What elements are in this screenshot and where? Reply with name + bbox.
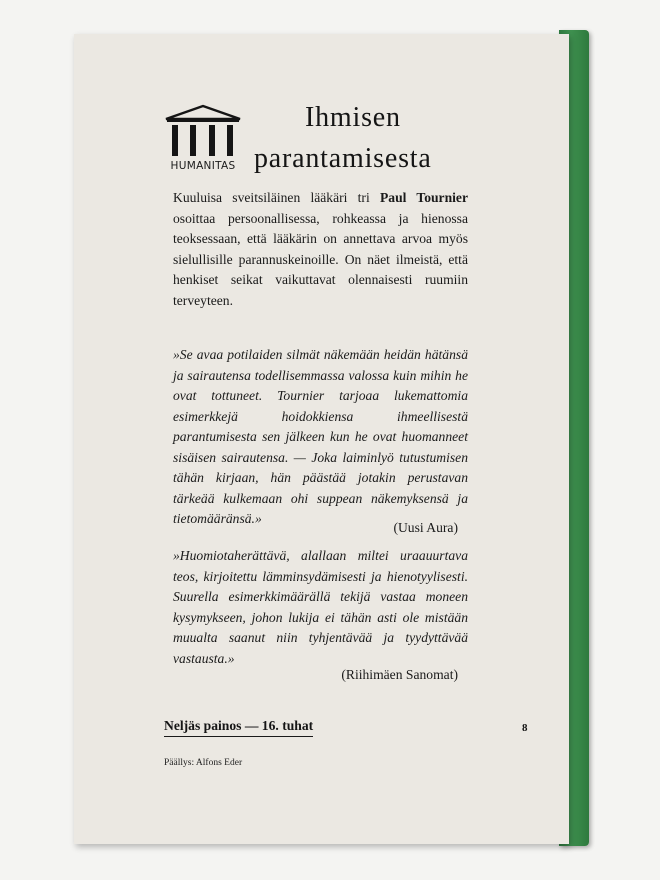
- book-title-line-1: Ihmisen: [305, 102, 401, 133]
- intro-text-before: Kuuluisa sveitsiläinen lääkäri tri: [173, 190, 380, 205]
- intro-text-after: osoittaa persoonallisessa, rohkeassa ja hienossa teoksessaan, että lääkärin on annettava arvoa myös sielullisille parannuskeinoille. On näet ilmeistä, että henkiset seikat vaikuttavat olennaisesti ruumiin terveyteen.: [173, 210, 468, 308]
- review-quote: »Huomiotaherättävä, alallaan miltei uraauurtava teos, kirjoitettu lämminsydämisesti ja hienotyylisesti. Suurella esimerkkimäärällä tekijä vastaa moneen kysymykseen, johon lukija ei tähän asti ole mistään muualta saanut niin tyhjentävää ja tyydyttävää vastausta.»: [173, 548, 468, 666]
- cover-design-credit: Päällys: Alfons Eder: [164, 758, 243, 768]
- review-quote: »Se avaa potilaiden silmät näkemään heidän hätänsä ja sairautensa todellisemmassa valossa kuin mihin he ovat tottuneet. Tournier tarjoaa lukemattomia esimerkkejä hoidokkiensa ihmeellisestä parantumisesta sen jälkeen kun he ovat huomanneet sisäisen sairautensa. — Joka laiminlyö tutustumisen tähän kirjaan, hän päästää jotakin perustavan tärkeää kulkemaan ohi suppean näkemyksensä ja tietomääränsä.»: [173, 347, 468, 526]
- publisher-logo: [163, 103, 243, 177]
- publisher-name: HUMANITAS: [170, 160, 236, 172]
- temple-columns-icon: [163, 103, 243, 161]
- review-source: (Riihimäen Sanomat): [341, 667, 458, 682]
- book-title-line-2: parantamisesta: [254, 143, 432, 174]
- review-source: (Uusi Aura): [393, 520, 458, 535]
- page-number: 8: [522, 722, 528, 734]
- author-name: Paul Tournier: [379, 190, 468, 205]
- edition-info: Neljäs painos — 16. tuhat: [164, 718, 313, 737]
- intro-paragraph: [173, 188, 468, 311]
